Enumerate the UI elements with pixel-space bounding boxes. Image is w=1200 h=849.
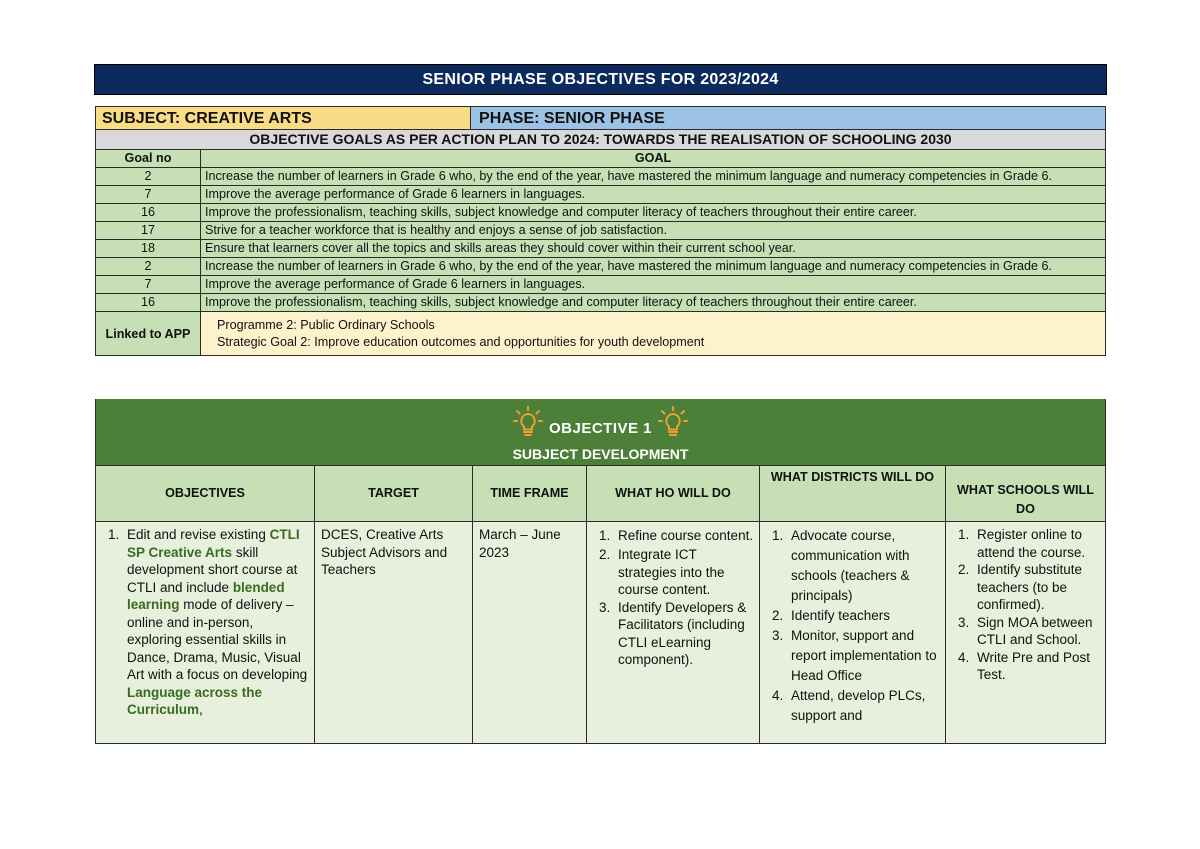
ho-cell — [587, 522, 760, 744]
goal-number: 7 — [96, 276, 201, 294]
schools-cell — [946, 522, 1106, 744]
goal-number: 7 — [96, 186, 201, 204]
goal-no-header: Goal no — [96, 150, 201, 168]
objective-title: OBJECTIVE 1 — [548, 420, 653, 437]
objective-body-row — [96, 522, 1106, 744]
objective-table — [95, 465, 1106, 744]
district-item: 3. Monitor, support and report implementation to Head Office — [787, 626, 941, 686]
target-cell — [315, 522, 473, 744]
page-banner-title: SENIOR PHASE OBJECTIVES FOR 2023/2024 — [94, 64, 1107, 95]
objective-text: mode of delivery – online and in-person, exploring essential skills in Dance, Drama, Music, Visual Art with a focus on developing — [127, 597, 308, 682]
linked-to-app-label: Linked to APP — [96, 312, 201, 356]
goal-number: 2 — [96, 258, 201, 276]
strategic-goal-line: Strategic Goal 2: Improve education outcomes and opportunities for youth development — [217, 334, 705, 349]
linked-app-row — [96, 312, 1106, 356]
goal-row — [96, 168, 1106, 186]
goal-text: Improve the average performance of Grade 6 learners in languages. — [201, 186, 1106, 204]
target-header: TARGET — [315, 466, 473, 522]
subject-phase-row — [96, 107, 1106, 130]
objective-subtitle: SUBJECT DEVELOPMENT — [512, 446, 689, 462]
district-item: 1. Advocate course, communication with schools (teachers & principals) — [787, 526, 941, 606]
goal-header: GOAL — [201, 150, 1106, 168]
ho-item: 3. Identify Developers & Facilitators (including CTLI eLearning component). — [614, 599, 755, 669]
districts-cell — [760, 522, 946, 744]
objectives-header: OBJECTIVES — [96, 466, 315, 522]
goal-number: 18 — [96, 240, 201, 258]
time-frame-header: TIME FRAME — [473, 466, 587, 522]
district-item: 2. Identify teachers — [787, 606, 941, 626]
objective-bold-text: Language across the Curriculum — [127, 684, 263, 717]
districts-header: WHAT DISTRICTS WILL DO — [760, 466, 946, 522]
lightbulb-icon — [656, 405, 690, 439]
goal-row — [96, 276, 1106, 294]
goal-number: 16 — [96, 294, 201, 312]
goal-text: Improve the average performance of Grade 6 learners in languages. — [201, 276, 1106, 294]
ho-item: 1. Refine course content. — [614, 526, 755, 546]
ho-list — [591, 526, 755, 669]
objective-text: , — [199, 702, 203, 717]
objective-text: Edit and revise existing — [127, 527, 270, 542]
goal-number: 2 — [96, 168, 201, 186]
objectives-cell — [96, 522, 315, 744]
goal-text: Increase the number of learners in Grade 6 who, by the end of the year, have mastered the minimum language and numeracy competencies in Grade 6. — [201, 168, 1106, 186]
objective-header-row — [96, 466, 1106, 522]
phase-label: PHASE: SENIOR PHASE — [471, 107, 1106, 130]
goal-row — [96, 204, 1106, 222]
subject-label: SUBJECT: CREATIVE ARTS — [96, 107, 471, 130]
target-text: DCES, Creative Arts Subject Advisors and Teachers — [321, 527, 448, 577]
goal-row — [96, 222, 1106, 240]
goal-text: Ensure that learners cover all the topics and skills areas they should cover within their current school year. — [201, 240, 1106, 258]
goal-text: Strive for a teacher workforce that is healthy and enjoys a sense of job satisfaction. — [201, 222, 1106, 240]
goals-table — [95, 106, 1106, 356]
ho-item: 2. Integrate ICT strategies into the course content. — [614, 546, 755, 599]
schools-list — [950, 526, 1101, 684]
goal-text: Improve the professionalism, teaching skills, subject knowledge and computer literacy of teachers throughout their entire career. — [201, 294, 1106, 312]
school-item: 1. Register online to attend the course. — [973, 526, 1101, 561]
time-frame-text: March – June 2023 — [479, 527, 561, 560]
time-frame-cell — [473, 522, 587, 744]
objective-text: skill development short course at CTLI and include — [127, 544, 298, 595]
goal-row — [96, 186, 1106, 204]
goal-row — [96, 258, 1106, 276]
goal-row — [96, 240, 1106, 258]
schools-header: WHAT SCHOOLS WILL DO — [946, 466, 1106, 522]
goal-number: 17 — [96, 222, 201, 240]
school-item: 4. Write Pre and Post Test. — [973, 649, 1101, 684]
goal-row — [96, 294, 1106, 312]
objective-banner — [95, 399, 1106, 466]
programme-line: Programme 2: Public Ordinary Schools — [217, 317, 435, 332]
districts-list — [764, 526, 941, 726]
objective-goals-heading: OBJECTIVE GOALS AS PER ACTION PLAN TO 2024: TOWARDS THE REALISATION OF SCHOOLING 2030 — [96, 130, 1106, 150]
objective-item — [123, 526, 310, 719]
objective-bold-text: CTLI SP Creative Arts — [127, 527, 300, 560]
goal-text: Improve the professionalism, teaching skills, subject knowledge and computer literacy of teachers throughout their entire career. — [201, 204, 1106, 222]
district-item: 4. Attend, develop PLCs, support and — [787, 686, 941, 726]
objectives-list — [100, 526, 310, 719]
goal-number: 16 — [96, 204, 201, 222]
goal-text: Increase the number of learners in Grade 6 who, by the end of the year, have mastered the minimum language and numeracy competencies in Grade 6. — [201, 258, 1106, 276]
objective-bold-text: blended learning — [127, 579, 285, 612]
linked-to-app-value — [201, 312, 1106, 356]
lightbulb-icon — [511, 405, 545, 439]
school-item: 2. Identify substitute teachers (to be confirmed). — [973, 561, 1101, 614]
school-item: 3. Sign MOA between CTLI and School. — [973, 614, 1101, 649]
goals-header-row — [96, 150, 1106, 168]
ho-header: WHAT HO WILL DO — [587, 466, 760, 522]
objective-goals-row — [96, 130, 1106, 150]
